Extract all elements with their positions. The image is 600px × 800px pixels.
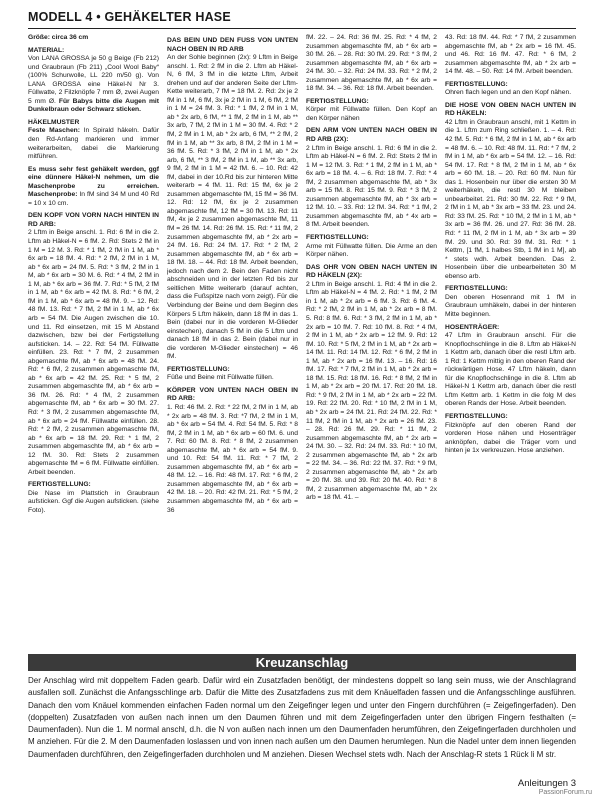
leg-heading: DAS BEIN UND DEN FUSS VON UNTEN NACH OBEN IN RD ARB <box>167 37 298 53</box>
gauge-body: In fM sind 34 M und 40 Rd = 10 x 10 cm. <box>28 191 159 207</box>
footer-label: Anleitungen <box>517 778 569 789</box>
head-finishing-text: Die Nase im Plattstich in Graubraun aufsticken. Ggf die Augen aufsticken. (siehe Foto). <box>28 489 159 514</box>
head-finishing-heading: FERTIGSTELLUNG: <box>28 481 91 489</box>
arm-finishing-heading: FERTIGSTELLUNG: <box>306 234 369 242</box>
page-footer <box>518 778 576 789</box>
cast-on-title: Kreuzanschlag <box>255 655 349 670</box>
trousers-heading: DIE HOSE VON OBEN NACH UNTEN IN RD HÄKELN: <box>445 101 576 118</box>
head-text: 2 Lftm in Beige anschl. 1. Rd: 6 fM in die 2. Lftm ab Häkel-N = 6 fM. 2. Rd: Stets 2 fM in 1 M = 12 M. 3. Rd: * 1 fM, 2 fM in 1 M, ab * 6x arb = 18 fM. 4. Rd: * 2 fM, 2 fM in 1 M, ab * 6x arb = 24 fM. 5. Rd: * 3 fM, 2 fM in 1 M, ab * 6x arb = 30 M. 6. Rd: * 4 fM, 2 fM in 1 M, ab * 6x arb = 36 fM. 7. Rd: * 5 fM, 2 fM in 1 M, ab * 6x arb = 42 fM. 8. Rd: * 6 fM, 2 fM in 1 M, ab * 6x arb = 48 fM. 9. – 12. Rd: 48 fM. 13. Rd: * 7 fM, 2 fM in 1 M, ab * 6x arb = 54 fM. Die Augen zwischen die 10. und 11. Rd einsetzen, mit 15 M Abstand dazwischen, bzw bei der Fertigstellung aufsticken. 14. – 22. Rd: 54 fM. Füllwatte einfüllen. 23. Rd: * 7 fM, 2 zusammen abgemaschte fM, ab * 6x arb = 48 fM. 24. Rd: * 6 fM, 2 zusammen abgemaschte fM, ab * 6x arb = 42 fM. 25. Rd: * 5 fM, 2 zusammen abgemaschte fM, ab * 6x arb = 36 fM. 26. Rd: * 4 fM, 2 zusammen abgemaschte fM, ab * 6x arb = 30 fM. 27. Rd: * 3 fM, 2 zusammen abgemaschte fM, ab * 6x arb = 24 fM. Füllwatte einfüllen. 28. Rd: * 2 fM, 2 zusammen abgemaschte fM, ab * 6x arb = 18 fM. 29. Rd: * 1 fM, 2 zusammen abgemaschte fM, ab * 6x arb = 12 fM. 30. Rd: Stets 2 zusammen abgemaschte fM = 6 fM. Füllwatte einfüllen. Arbeit beenden. <box>28 229 159 476</box>
crochet-pattern-heading: HÄKELMUSTER <box>28 118 80 126</box>
page-header <box>28 8 576 29</box>
column-1 <box>28 34 159 640</box>
leg-finishing-text: Füße und Beine mit Füllwatte füllen. <box>167 374 274 382</box>
trousers-text: 42 Lftm in Graubraun anschl, mit 1 Kettm in die 1. Lftm zum Ring schließen. 1. – 4. Rd: 42 fM. 5. Rd: * 6 fM, 2 fM in 1 M, ab * 6x arb = 48 fM. 6. – 10. Rd: 48 fM. 11. Rd: * 7 fM, 2 fM in 1 M, ab * 6x arb = 54 fM. 12. – 16. Rd: 54 fM. 17. Rd: * 8 fM, 2 fM in 1 M, ab * 6x arb = 60 fM. 18. – 20. Rd: 60 fM. Nun für das 1. Hosenbein nur über die ersten 30 M weiterhäkeln, die restl 30 M bleiben unbearbeitet. 21. Rd: 30 fM. 22. Rd: * 9 fM, 2 fM in 1 M, ab * 3x arb = 33 fM. 23. und 24. Rd: 33 fM. 25. Rd: * 10 fM, 2 fM in 1 M, ab * 3x arb = 36 fM. 26. und 27. Rd: 36 fM. 28. Rd: * 11 fM, 2 fM in 1 M, ab * 3x arb = 39 fM. 29. und 30. Rd: 39 fM. 31. Rd: * 1 Kettm, [1 fM, 1 halbes Stb, 1 fM in 1 M], ab * stets wdh. Arbeit beenden. Das 2. Hosenbein über die unbearbeiteten 30 M ebenso arb. <box>445 118 576 280</box>
single-crochet-body: In Spirald häkeln. Dafür den Rd-Anfang markieren und immer weiterarbeiten, dabei die Markierung mitführen. <box>28 127 159 161</box>
gauge-label: Maschenprobe: <box>28 191 78 199</box>
arm-text: 2 Lftm in Beige anschl. 1. Rd: 6 fM in die 2. Lftm ab Häkel-N = 6 fM. 2. Rd: Stets 2 fM in 1 M = 12 fM. 3. Rd: * 1 fM, 2 fM in 1 M, ab * 6x arb = 18 fM. 4. – 6. Rd: 18 fM. 7. Rd: * 4 fM, 2 zusammen abgemaschte fM, ab * 3x arb = 15 fM. 8. Rd: 15 fM. 9. Rd: * 3 fM, 2 zusammen abgemaschte fM, ab * 3x arb = 12 fM. 10. – 33. Rd: 12 fM. 34. Rd: * 1 fM, 2 zusammen abgemaschte fM, ab * 4x arb = 8 fM. Arbeit beenden. <box>306 144 437 229</box>
tension-note <box>28 166 159 209</box>
suspenders-finishing-text: Filzknöpfe auf den oberen Rand der vorderen Hose nähen und Hosenträger anknöpfen, dabei die Träger vorn und hinten je 1x verkreuzen. Hose anziehen. <box>445 421 576 455</box>
trousers-finishing-text: Den oberen Hosenrand mit 1 fM in Graubraun umhäkeln, dabei in der hinteren Mitte beginnen. <box>445 293 576 318</box>
body-continued-text: fM. 22. – 24. Rd: 36 fM. 25. Rd: * 4 fM, 2 zusammen abgemaschte fM, ab * 6x arb = 30 fM. 26. – 28. Rd: 30 fM. 29. Rd: * 3 fM, 2 zusammen abgemaschte fM, ab * 6x arb = 24 fM. 30. – 32. Rd: 24 fM. 33. Rd: * 2 fM, 2 zusammen abgemaschte fM, ab * 6x arb = 18 fM. 34. – 36. Rd: 18 fM. Arbeit beenden. <box>306 34 437 93</box>
tension-warning: Es muss sehr fest gehäkelt werden, ggf eine dünnere Häkel-N nehmen, um die Maschenprobe zu erreichen. <box>28 165 159 190</box>
watermark: PassionForum.ru <box>538 789 592 796</box>
material-heading: MATERIAL: <box>28 46 65 54</box>
leg-text: An der Sohle beginnen (2x): 9 Lftm in Beige anschl. 1. Rd: 2 fM in die 2. Lftm ab Häkel-N, 6 fM, 3 fM in die letzte Lftm, Arbeit drehen und auf der anderen Seite der Lftm-Kette weiterarb, 7 fM = 18 fM. 2. Rd: 2x je 2 fM in 1 M, 6 fM, 3x je 2 fM in 1 M, 6 fM, 2 fM in 1 M = 24 fM. 3. Rd: * 1 fM, 2 fM in 1 M, ab * 2x arb, 6 fM, ** 1 fM, 2 fM in 1 M, ab ** 3x arb, 7 fM, 2 fM in 1 M = 30 fM. 4. Rd: * 2 fM, 2 fM in 1 M, ab * 2x arb, 6 fM, ** 2 fM, 2 fM in 1 M, ab ** 3x arb, 8 fM, 2 fM in 1 M = 36 fM. 5. Rd: * 3 fM, 2 fM in 1 M, ab * 2x arb, 6 fM, ** 3 fM, 2 fM in 1 M, ab ** 3x arb, 9 fM, 2 fM in 1 M = 42 fM. 6. – 10. Rd: 42 fM, dabei in der 10.Rd bis zur hinteren Mitte weiterarb = 4 fM. 11. Rd: 15 fM, 6x je 2 zusammen abgemaschte fM, 15 fM = 36 fM. 12. Rd: 12 fM, 6x je 2 zusammen abgemaschte fM, 12 fM = 30 fM. 13. Rd: 11 fM, 4x je 2 zusammen abgemaschte fM, 11 fM = 26 fM. 14. Rd: 26 fM. 15. Rd: * 11 fM, 2 zusammen abgemaschte fM, ab * 2x arb = 24 fM. 16. Rd: 24 fM. 17. Rd: * 2 fM, 2 zusammen abgemaschte fM, ab * 6x arb = 18 fM. 18. – 44. Rd: 18 fM. Arbeit beenden, jedoch nach dem 2. Bein den Faden nicht abschneiden und in der letzten Rd bis zur seitlichen Mitte weiterarb (darauf achten, dass die Fußspitze nach vorn zeigt). Für die Verbindung der Beine und dem Beginn des Körpers 5 Lftm häkeln, dann 18 fM in das 1. Bein (dabei nur in die vorderen M-Glieder einstechen), danach 5 fM in die 5 Lftm und danach 18 fM in das 2. Bein (dabei nur in die vorderen M-Glieder einstechen) = 46 fM. <box>167 54 298 361</box>
cast-on-text: Der Anschlag wird mit doppeltem Faden gearb. Dafür wird ein Zusatzfaden benötigt, der mindestens doppelt so lang sein muss, wie der Anschlagrand ausfallen soll. Zunächst die Anfangsschlinge arb. Dafür die Mitte des Zusatzfadens zus mit dem Knäuelfaden fassen und die Anfangsschlinge ausführen. Danach den vom Knäuel kommenden einfachen Faden normal um den Zeigefinger legen und unter den Fingern durchführen (= Zeigefingerfaden). Den (doppelten) Zusatzfaden von außen nach innen um den Daumen führen und mit dem Zeigefingerfaden unter den übrigen Fingern festhalten (= Daumenfaden). Nun die 1. M normal anschl, d.h. die N von außen nach innen um den Daumenfaden herumführen, den Zeigefingerfaden durchholen und M anziehen. Für die 2. M den Daumenfaden loslassen und von innen nach außen um den Daumen herumlegen. Nun die Nadel unter dem innen liegenden Daumenfaden durchführen, den Zeigefingerfaden durchholen und M anziehen. Diesen Wechsel stets wdh. Nach der Anschlag-R stets 1 Rück li M str. <box>28 676 576 759</box>
material-text <box>28 55 159 115</box>
column-4 <box>445 34 576 640</box>
ear-finishing-text: Ohren flach legen und an den Kopf nähen. <box>445 89 572 97</box>
body-finishing-text: Körper mit Füllwatte füllen. Den Kopf an den Körper nähen <box>306 106 437 122</box>
ear-heading: DAS OHR VON OBEN NACH UNTEN IN RD HÄKELN (2X): <box>306 263 437 280</box>
suspenders-finishing-heading: FERTIGSTELLUNG: <box>445 412 508 420</box>
ear-finishing-heading: FERTIGSTELLUNG: <box>445 80 508 88</box>
size-value: circa 36 cm <box>49 34 89 41</box>
arm-heading: DEN ARM VON UNTEN NACH OBEN IN RD ARB (2X): <box>306 127 437 144</box>
body-heading: KÖRPER VON UNTEN NACH OBEN IN RD ARB: <box>167 386 298 403</box>
size-paragraph <box>28 34 159 43</box>
instruction-columns <box>28 34 576 640</box>
column-2 <box>167 34 298 640</box>
arm-finishing-text: Arme mit Füllwatte füllen. Die Arme an den Körper nähen. <box>306 242 437 259</box>
material-note: Für Babys bitte die Augen mit Dunkelbraun oder Schwarz sticken. <box>28 97 159 114</box>
page-title: MODELL 4 • GEHÄKELTER HASE <box>28 10 231 24</box>
body-text: 1. Rd: 46 fM. 2. Rd: * 22 fM, 2 fM in 1 M, ab * 2x arb = 48 fM. 3. Rd: *7 fM, 2 fM in 1 M, ab * 6x arb = 54 fM. 4. Rd: 54 fM. 5. Rd: * 8 fM, 2 fM in 1 M, ab * 6x arb = 60 fM. 6. und 7. Rd: 60 fM. 8. Rd: * 8 fM, 2 zusammen abgemaschte fM, ab * 6x arb = 54 fM. 9. und 10. Rd: 54 fM. 11. Rd: * 7 fM, 2 zusammen abgemaschte fM, ab * 6x arb = 48 fM. 12. – 16. Rd: 48 fM. 17. Rd: * 6 fM, 2 zusammen abgemaschte fM, ab * 6x arb = 42 fM. 18. – 20. Rd: 42 fM. 21. Rd: * 5 fM, 2 zusammen abgemaschte fM, ab * 6x arb = 36 <box>167 403 298 514</box>
cast-on-title-bar <box>28 654 576 671</box>
leg-finishing-heading: FERTIGSTELLUNG: <box>167 365 230 373</box>
suspenders-text: 47 Lftm in Graubraun anschl. Für die Knopflochschlinge in die 8. Lftm ab Häkel-N 1 Kettm arb, danach über die restl Lftm arb. 1 Rd: 1 Kettm mittig in den oberen Rand der rückwärtigen Hose. 47 Lftm häkeln, dann für die Knopflochschlinge in die 8. Lftm ab Häkel-N 1 Kettm arb, danach über die restl Lftm Kettm arb. 1 Kettm in die folg M des oberen Rands der Hose. Arbeit beenden. <box>445 332 576 408</box>
body-finishing-heading: FERTIGSTELLUNG: <box>306 97 369 105</box>
material-body: Von LANA GROSSA je 50 g Beige (Fb 212) und Graubraun (Fb 211) „Cool Wool Baby“ (100% Schurwolle, LL 220 m/50 g). Von LANA GROSSA eine Häkel-N Nr 3. Füllwatte, 2 Filzknöpfe 7 mm Ø, zwei Augen 5 mm Ø. <box>28 55 159 105</box>
suspenders-heading: HOSENTRÄGER: <box>445 323 500 331</box>
crochet-pattern-text <box>28 127 159 161</box>
trousers-finishing-heading: FERTIGSTELLUNG: <box>445 285 508 293</box>
page-number: 3 <box>570 778 576 789</box>
size-label: Größe: <box>28 34 50 41</box>
ear-continued-text: 43. Rd: 18 fM. 44. Rd: * 7 fM, 2 zusammen abgemaschte fM, ab * 2x arb = 16 fM. 45. und 46. Rd: 16 fM. 47. Rd: * 6 fM, 2 zusammen abgemaschte fM, ab * 2x arb = 14 fM. 48. – 50. Rd: 14 fM. Arbeit beenden. <box>445 34 576 76</box>
ear-text: 2 Lftm in Beige anschl. 1. Rd: 4 fM in die 2. Lftm ab Häkel-N = 4 fM. 2. Rd: * 1 fM, 2 fM in 1 M, ab * 2x arb = 6 fM. 3. Rd: 6 fM. 4. Rd: * 2 fM, 2 fM in 1 M, ab * 2x arb = 8 fM. 5. Rd: 8 fM. 6. Rd: * 3 fM, 2 fM in 1 M, ab * 2x arb = 10 fM. 7. Rd: 10 fM. 8. Rd: * 4 fM, 2 fM in 1 M, ab * 2x arb = 12 fM. 9. Rd: 12 fM. 10. Rd: * 5 fM, 2 fM in 1 M, ab * 2x arb = 14 fM. 11. Rd: 14 fM. 12. Rd: * 6 fM, 2 fM in 1 M, ab * 2x arb = 16 fM. 13. – 16. Rd: 16 fM. 17. Rd: * 7 fM, 2 fM in 1 M, ab * 2x arb = 18 fM. 15. Rd: 18 fM. 16. Rd: * 8 fM, 2 fM in 1 M, ab * 2x arb = 20 fM. 17. Rd: 20 fM. 18. Rd: * 9 fM, 2 fM in 1 M, ab * 2x arb = 22 fM. 19. Rd: 22 fM. 20. Rd: * 10 fM, 2 fM in 1 M, ab * 2x arb = 24 fM. 21. Rd: 24 fM. 22. Rd: * 11 fM, 2 fM in 1 M, ab * 2x arb = 26 fM. 23. – 28. Rd: 26 fM. 29. Rd: * 11 fM, 2 zusammen abgemaschte fM, ab * 2x arb = 24 fM. 30. – 32. Rd: 24 fM. 33. Rd: * 10 fM, 2 zusammen abgemaschte fM, ab * 2x arb = 22 fM. 34. – 36. Rd: 22 fM. 37. Rd: * 9 fM, 2 zusammen abgemaschte fM, ab * 2x arb = 20 fM. 38. und 39. Rd: 20 fM. 40. Rd: * 8 fM, 2 zusammen abgemaschte fM, ab * 2x arb = 18 fM. 41. – <box>306 280 437 502</box>
single-crochet-label: Feste Maschen: <box>28 127 80 135</box>
column-3 <box>306 34 437 640</box>
head-heading: DEN KOPF VON VORN NACH HINTEN IN RD ARB: <box>28 212 159 228</box>
